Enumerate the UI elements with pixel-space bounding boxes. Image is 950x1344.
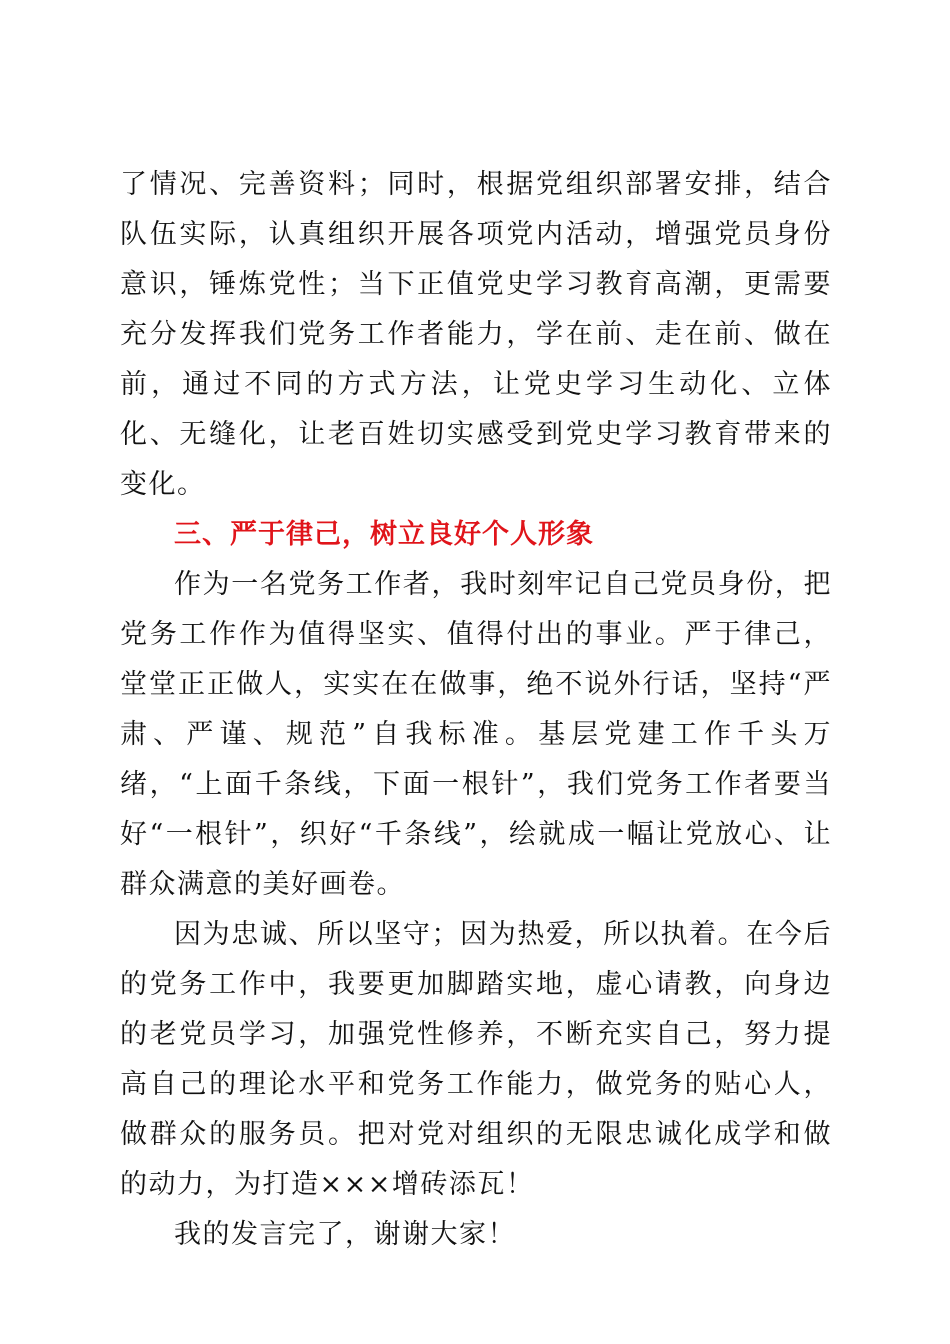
document-body — [120, 160, 832, 1260]
paragraph-1: 作为一名党务工作者，我时刻牢记自己党员身份，把党务工作作为值得坚实、值得付出的事业。严于律己，堂堂正正做人，实实在在做事，绝不说外行话，坚持“严肃、严谨、规范”自我标准。基层党建工作千头万绪，“上面千条线，下面一根针”，我们党务工作者要当好“一根针”，织好“千条线”，绘就成一幅让党放心、让群众满意的美好画卷。 — [120, 569, 832, 900]
closing-paragraph: 我的发言完了，谢谢大家！ — [174, 1219, 516, 1250]
section-heading: 三、严于律己，树立良好个人形象 — [174, 519, 594, 550]
paragraph-2: 因为忠诚、所以坚守；因为热爱，所以执着。在今后的党务工作中，我要更加脚踏实地，虚心请教，向身边的老党员学习，加强党性修养，不断充实自己，努力提高自己的理论水平和党务工作能力，做党务的贴心人，做群众的服务员。把对党对组织的无限忠诚化成学和做的动力，为打造×××增砖添瓦！ — [120, 919, 832, 1200]
continued-paragraph: 了情况、完善资料；同时，根据党组织部署安排，结合队伍实际，认真组织开展各项党内活动，增强党员身份意识，锤炼党性；当下正值党史学习教育高潮，更需要充分发挥我们党务工作者能力，学在前、走在前、做在前，通过不同的方式方法，让党史学习生动化、立体化、无缝化，让老百姓切实感受到党史学习教育带来的变化。 — [120, 169, 832, 500]
